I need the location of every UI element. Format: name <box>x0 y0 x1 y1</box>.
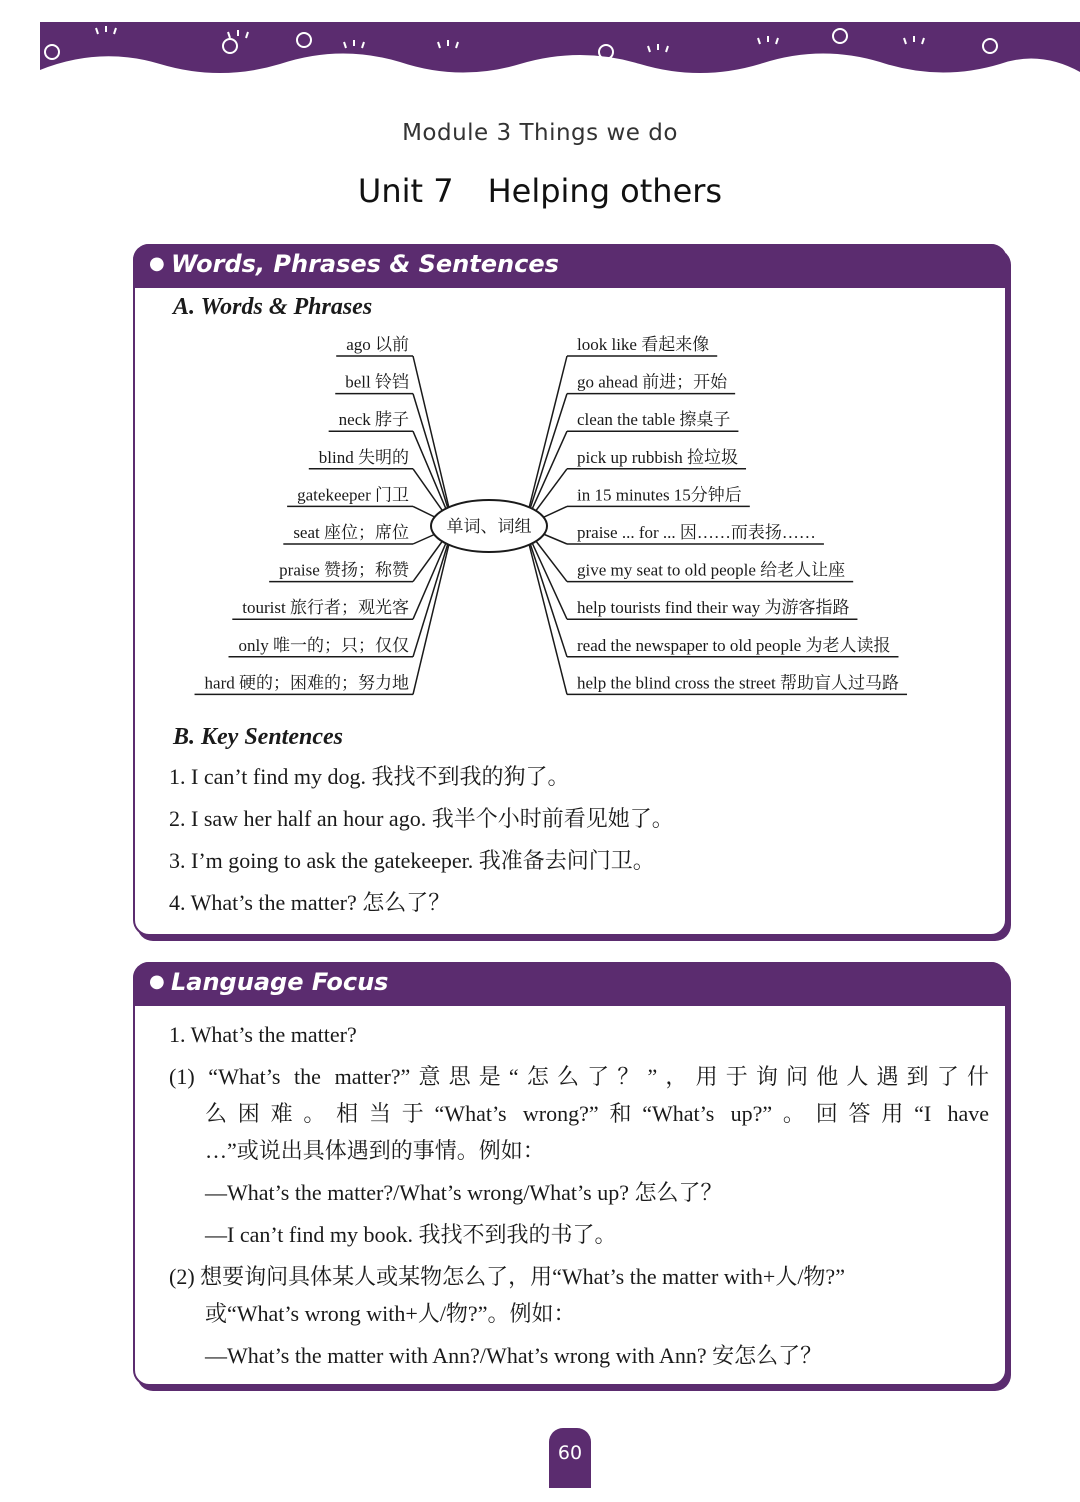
mind-map-connector <box>413 536 449 619</box>
mind-map-connector <box>529 536 567 619</box>
mind-map-label: help tourists find their way 为游客指路 <box>577 598 850 618</box>
mind-map-label: in 15 minutes 15分钟后 <box>577 485 742 505</box>
mind-map-connector <box>529 544 567 694</box>
unit-name: Helping others <box>487 172 723 210</box>
focus-paragraph-line: 或“What’s wrong with+人/物?”。例如： <box>205 1301 576 1326</box>
mind-map-label: tourist 旅行者；观光客 <box>242 598 409 618</box>
mind-map-connector <box>413 431 449 516</box>
focus-example: —What’s the matter?/What’s wrong/What’s up? 怎么了？ <box>205 1180 723 1205</box>
focus-paragraph-line: 么困难。相当于“What’s wrong?”和“What’s up?”。回答用“I have <box>205 1101 989 1126</box>
mind-map-label: pick up rubbish 捡垃圾 <box>577 447 739 467</box>
mind-map-label: give my seat to old people 给老人让座 <box>577 560 846 580</box>
focus-example: —What’s the matter with Ann?/What’s wrong with Ann? 安怎么了？ <box>205 1343 823 1368</box>
mind-map-connector <box>529 431 567 516</box>
language-focus-title: ● Language Focus <box>149 968 388 996</box>
mind-map-label: ago 以前 <box>346 335 409 354</box>
module-title: Module 3 Things we do <box>402 120 678 146</box>
mind-map-connector <box>413 544 449 694</box>
mind-map-label: bell 铃铛 <box>345 372 409 392</box>
key-sentence: 1. I can’t find my dog. 我找不到我的狗了。 <box>169 764 570 789</box>
section-b-label: B. Key Sentences <box>173 724 343 750</box>
unit-title <box>0 172 1080 210</box>
decorative-banner <box>40 22 1080 82</box>
section-a-label: A. Words & Phrases <box>173 294 373 320</box>
mind-map-label: gatekeeper 门卫 <box>297 485 409 505</box>
unit-number: Unit 7 <box>357 172 454 210</box>
mind-map-label: read the newspaper to old people 为老人读报 <box>577 635 891 655</box>
mind-map-label: only 唯一的；只；仅仅 <box>238 635 409 655</box>
words-phrases-title: ● Words, Phrases & Sentences <box>149 250 559 278</box>
mind-map-label: look like 看起来像 <box>577 335 710 354</box>
key-sentence: 3. I’m going to ask the gatekeeper. 我准备去问门卫。 <box>169 848 655 873</box>
key-sentence: 4. What’s the matter? 怎么了？ <box>169 890 451 915</box>
page-number: 60 <box>549 1428 591 1488</box>
mind-map-label: blind 失明的 <box>318 447 409 467</box>
mind-map-center-label: 单词、词组 <box>446 517 532 536</box>
words-phrases-box <box>133 244 1007 936</box>
focus-paragraph-line: (2) 想要询问具体某人或某物怎么了，用“What’s the matter with+人/物?” <box>169 1264 845 1289</box>
language-focus-header <box>133 962 1007 1006</box>
mind-map-label: hard 硬的；困难的；努力地 <box>204 673 409 693</box>
language-focus-box <box>133 962 1007 1386</box>
key-sentences <box>169 756 674 924</box>
mind-map-label: clean the table 擦桌子 <box>577 410 731 430</box>
mind-map-label: seat 座位；席位 <box>293 523 409 542</box>
focus-paragraph-line: (1) “What’s the matter?”意思是“怎么了？”，用于询问他人遇到了什 <box>169 1064 989 1089</box>
language-focus-content <box>169 1016 989 1374</box>
mind-map-connector <box>413 356 449 508</box>
focus-heading: 1. What’s the matter? <box>169 1022 357 1047</box>
mind-map-label: praise ... for ... 因……而表扬…… <box>577 523 816 542</box>
mind-map-label: help the blind cross the street 帮助盲人过马路 <box>577 673 900 693</box>
mind-map-label: go ahead 前进；开始 <box>577 372 728 392</box>
focus-example: —I can’t find my book. 我找不到我的书了。 <box>205 1222 617 1247</box>
mind-map-connector <box>529 356 567 508</box>
key-sentence: 2. I saw her half an hour ago. 我半个小时前看见她了。 <box>169 806 674 831</box>
mind-map-label: neck 脖子 <box>338 410 409 430</box>
mind-map-label: praise 赞扬；称赞 <box>279 560 409 580</box>
focus-paragraph-line: …”或说出具体遇到的事情。例如： <box>205 1138 545 1163</box>
